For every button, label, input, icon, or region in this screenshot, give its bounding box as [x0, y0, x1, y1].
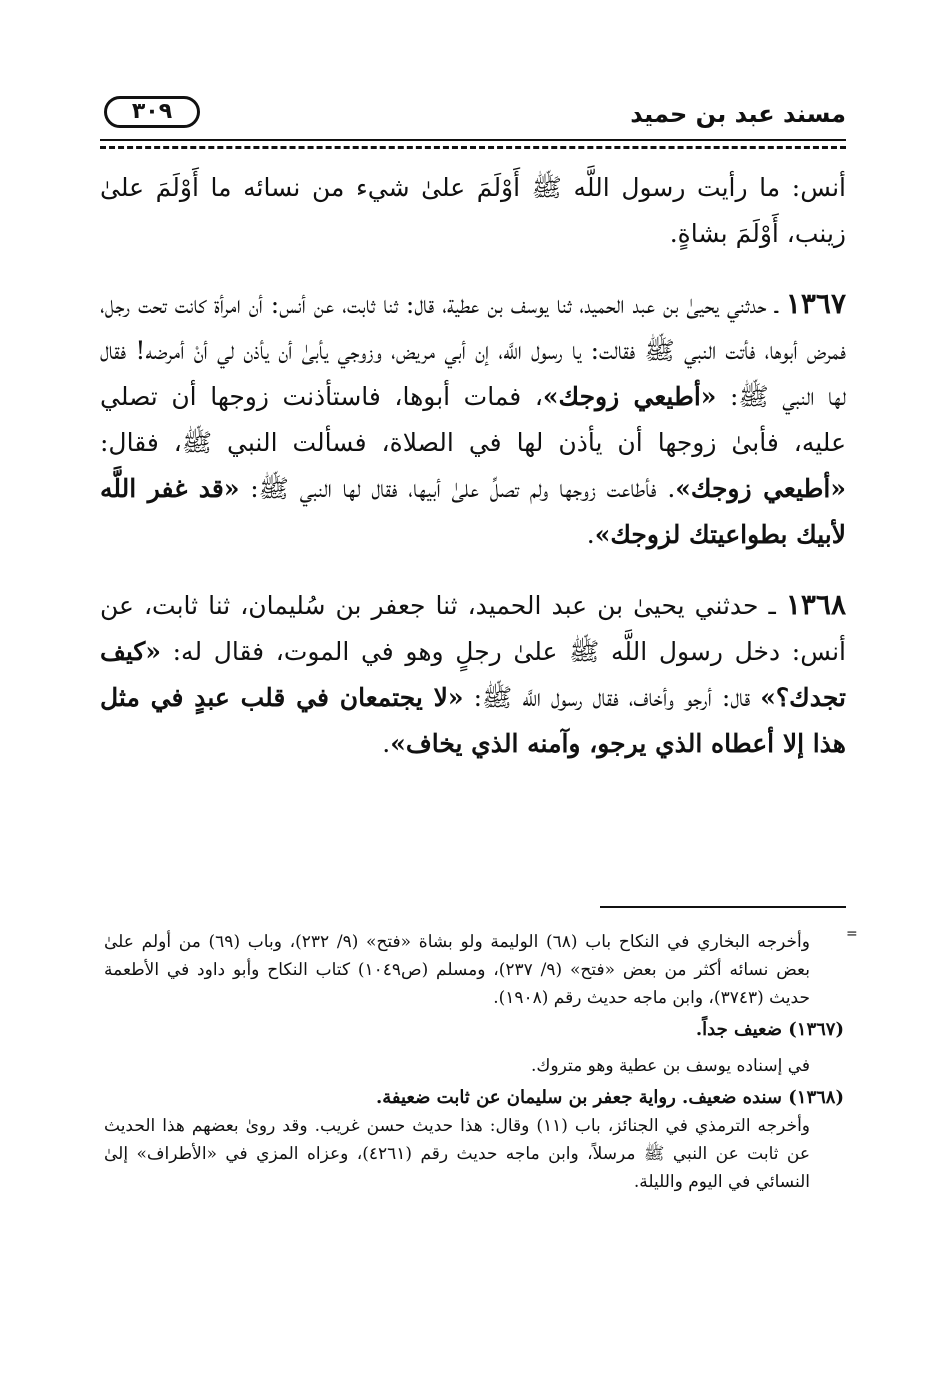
hadith-text: ، فمات أبوها، فاستأذنت زوجها أن تصلي عليه، فأبىٰ زوجها أن يأذن لها في الصلاة، فسألت النبي ﷺ، فقال: [100, 382, 846, 457]
hadith-text: ـ حدثني يحيىٰ بن عبد الحميد، ثنا جعفر بن سُليمان، ثنا ثابت، عن أنس: دخل رسول اللَّه ﷺ علىٰ رجلٍ وهو في الموت، فقال له: [100, 591, 846, 666]
footnote-text: وأخرجه الترمذي في الجنائز، باب (١١) وقال: هذا حديث حسن غريب. وقد روىٰ بعضهم هذا الحديث عن ثابت عن النبي ﷺ مرسلاً، وابن ماجه حديث رقم (٤٢٦١)، وعزاه المزي في «الأطراف» إلىٰ النسائي في اليوم والليلة. [104, 1116, 811, 1192]
hadith-1368 [100, 582, 846, 767]
hadith-number: ١٣٦٧ [785, 287, 846, 320]
paragraph-continuation: أنس: ما رأيت رسول اللَّه ﷺ أَوْلَمَ علىٰ شيء من نسائه ما أَوْلَمَ علىٰ زينب، أَوْلَمَ بشاةٍ. [100, 173, 846, 248]
hadith-1367 [100, 281, 846, 558]
hadith-text: . فأطاعت زوجها ولم تصلِّ علىٰ أبيها، فقال لها النبي ﷺ: [250, 474, 676, 503]
hadith-quote: «لا يجتمعان في قلب عبدٍ في مثل هذا إلا أعطاه الذي يرجو، وآمنه الذي يخاف» [100, 683, 846, 758]
footnote-separator [600, 906, 846, 908]
hadith-quote: «أطيعي زوجك» [542, 382, 717, 411]
footnote-continuation-mark: = [846, 926, 858, 942]
hadith-end: . [586, 520, 595, 549]
footnote-heading-1367: (١٣٦٧) ضعيف جداً. [695, 1019, 844, 1040]
header-dashed-rule [100, 146, 846, 149]
running-title: مسند عبد بن حميد [630, 100, 846, 128]
hadith-end: . [382, 729, 391, 758]
main-text [100, 165, 846, 791]
hadith-number: ١٣٦٨ [785, 588, 846, 621]
page-number-badge: ٣٠٩ [104, 96, 200, 128]
footnote-text: وأخرجه البخاري في النكاح باب (٦٨) الوليمة ولو بشاة «فتح» (٩/ ٢٣٢)، وباب (٦٩) من أولم علىٰ بعض نسائه أكثر من بعض «فتح» (٩/ ٢٣٧)، ومسلم (ص١٠٤٩) كتاب النكاح وأبو داود في الأطعمة حديث (٣٧٤٣)، وابن ماجه حديث رقم (١٩٠٨). [104, 932, 810, 1008]
hadith-text: قال: أرجو وأخاف، فقال رسول اللَّه ﷺ: [473, 683, 751, 712]
hadith-text: ـ حدثني يحيىٰ بن عبد الحميد، ثنا يوسف بن عطية، قال: ثنا ثابت، عن أنس: أن امرأة كانت تحت رجل، فمرض أبوها، فأتت النبي ﷺ فقالت: يا رسول اللَّه، إن أبي مريض، وزوجي يأبىٰ أن يأذن لي أنْ أمرضه! فقال لها النبي ﷺ: [100, 290, 846, 411]
hadith-quote: «كيف تجدك؟» [100, 637, 846, 712]
page-header [100, 96, 846, 136]
hadith-quote: «قد غفر اللَّه لأبيك بطواعيتك لزوجك» [100, 474, 846, 549]
footnote-spacer [104, 1044, 844, 1052]
header-rule [100, 139, 846, 144]
hadith-quote: «أطيعي زوجك» [675, 474, 846, 503]
footnote-heading-1368: (١٣٦٨) سنده ضعيف. رواية جعفر بن سليمان عن ثابت ضعيفة. [375, 1087, 844, 1108]
footnote-text: في إسناده يوسف بن عطية وهو متروك. [530, 1056, 810, 1076]
footnotes [104, 928, 844, 1196]
